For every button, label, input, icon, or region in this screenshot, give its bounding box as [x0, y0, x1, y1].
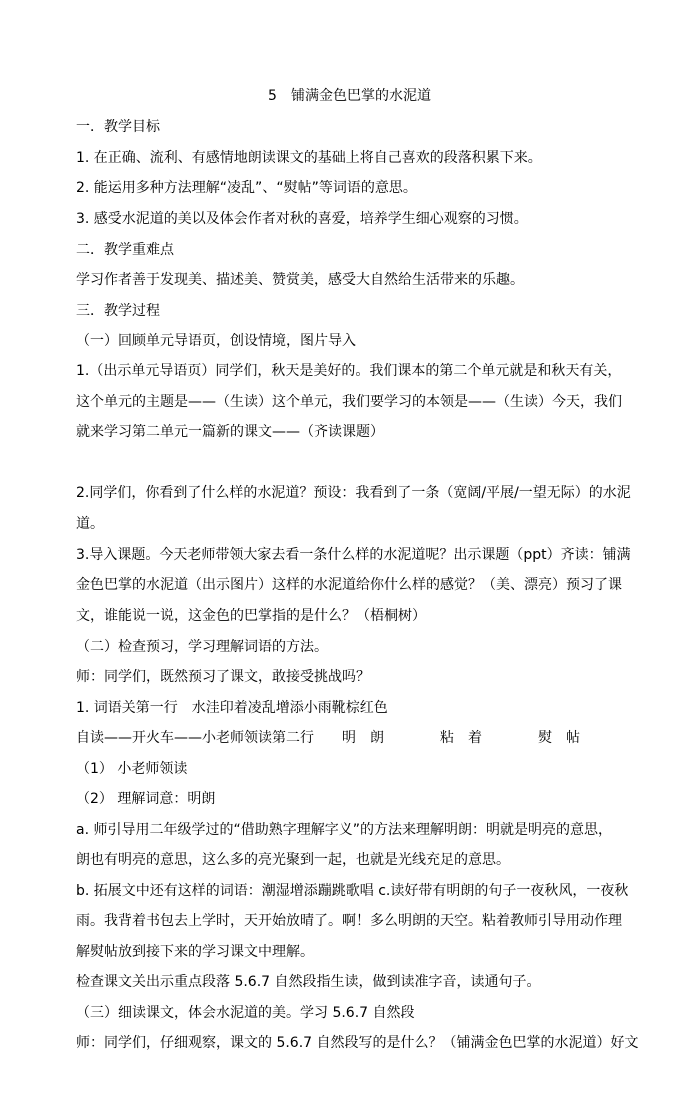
section-heading-key-points: 二．教学重难点: [76, 242, 174, 258]
key-points-text: 学习作者善于发现美、描述美、赞赏美，感受大自然给生活带来的乐趣。: [76, 272, 524, 288]
paragraph-line: 检查课文关出示重点段落 5.6.7 自然段指生读，做到读准字音，读通句子。: [76, 974, 541, 990]
paragraph-line: 朗也有明亮的意思，这么多的亮光聚到一起，也就是光线充足的意思。: [76, 852, 510, 868]
paragraph-line: 这个单元的主题是——（生读）这个单元，我们要学习的本领是——（生读）今天，我们: [76, 394, 622, 410]
paragraph-line: 2.同学们，你看到了什么样的水泥道？预设：我看到了一条（宽阔/平展/一望无际）的水泥: [76, 485, 631, 501]
section-heading-process: 三．教学过程: [76, 303, 160, 319]
paragraph-line: 自读——开火车——小老师领读第二行 明 朗 粘 着 熨 帖: [76, 730, 580, 746]
paragraph-line: a. 师引导用二年级学过的“借助熟字理解字义”的方法来理解明朗：明就是明亮的意思，: [76, 822, 612, 838]
paragraph-line: 道。: [76, 516, 104, 532]
paragraph-line: 就来学习第二单元一篇新的课文——（齐读课题）: [76, 424, 384, 440]
subsection-heading-3: （三）细读课文，体会水泥道的美。学习 5.6.7 自然段: [76, 1005, 415, 1021]
document-title: 5 铺满金色巴掌的水泥道: [268, 88, 431, 104]
subsection-heading-1: （一）回顾单元导语页，创设情境，图片导入: [76, 333, 356, 349]
paragraph-line: b. 拓展文中还有这样的词语：潮湿增添蹦跳歌唱 c.读好带有明朗的句子一夜秋风，一夜秋: [76, 883, 629, 899]
paragraph-line: 1. 词语关第一行 水洼印着凌乱增添小雨靴棕红色: [76, 700, 388, 716]
list-item: （2） 理解词意：明朗: [76, 791, 216, 807]
paragraph-line: 解熨帖放到接下来的学习课文中理解。: [76, 944, 314, 960]
paragraph-line: 金色巴掌的水泥道（出示图片）这样的水泥道给你什么样的感觉？（美、漂亮）预习了课: [76, 577, 622, 593]
objective-item-1: 1. 在正确、流利、有感情地朗读课文的基础上将自己喜欢的段落积累下来。: [76, 150, 542, 166]
objective-item-2: 2. 能运用多种方法理解“凌乱”、“熨帖”等词语的意思。: [76, 180, 417, 196]
list-item: （1） 小老师领读: [76, 761, 188, 777]
paragraph-line: 师：同学们，仔细观察，课文的 5.6.7 自然段写的是什么？（铺满金色巴掌的水泥道）好文: [76, 1035, 639, 1051]
paragraph-line: 3.导入课题。今天老师带领大家去看一条什么样的水泥道呢？出示课题（ppt）齐读：铺满: [76, 547, 631, 563]
paragraph-line: 1.（出示单元导语页）同学们，秋天是美好的。我们课本的第二个单元就是和秋天有关，: [76, 363, 622, 379]
paragraph-line: 师：同学们，既然预习了课文，敢接受挑战吗？: [76, 669, 370, 685]
subsection-heading-2: （二）检查预习，学习理解词语的方法。: [76, 639, 328, 655]
paragraph-line: 雨。我背着书包去上学时，天开始放晴了。啊！多么明朗的天空。粘着教师引导用动作理: [76, 913, 622, 929]
section-heading-objectives: 一．教学目标: [76, 119, 160, 135]
objective-item-3: 3. 感受水泥道的美以及体会作者对秋的喜爱，培养学生细心观察的习惯。: [76, 211, 528, 227]
paragraph-line: 文，谁能说一说，这金色的巴掌指的是什么？（梧桐树）: [76, 608, 426, 624]
